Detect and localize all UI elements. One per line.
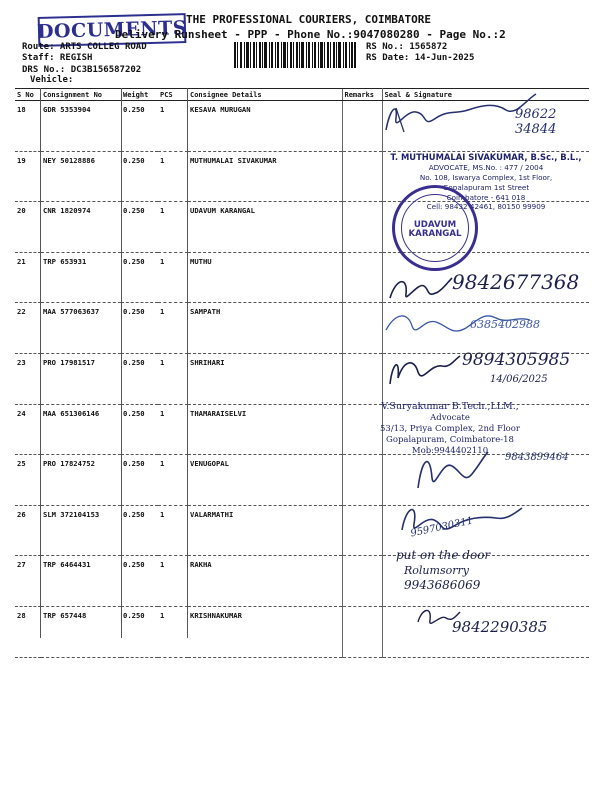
cell-consignment: GDR 5353904	[41, 101, 121, 152]
column-rule	[40, 88, 41, 638]
cell-pcs: 1	[158, 556, 188, 607]
col-consignment-header: Consignment No	[41, 89, 121, 101]
handwritten-phone: 9842677368	[452, 270, 580, 294]
cell-pcs: 1	[158, 353, 188, 404]
cell-sno: 27	[15, 556, 41, 607]
cell-sno: 23	[15, 353, 41, 404]
handwritten-note: Rolumsorry	[404, 564, 469, 577]
runsheet-subtitle: Delivery Runsheet - PPP - Phone No.:9047080280 - Page No.:2	[115, 28, 506, 41]
cell-consignee: MUTHUMALAI SIVAKUMAR	[188, 151, 342, 202]
handwritten-phone: 6385402988	[470, 318, 540, 331]
col-remarks-header: Remarks	[342, 89, 382, 101]
handwritten-phone: 9843899464	[505, 452, 569, 463]
cell-pcs: 1	[158, 606, 188, 657]
col-signature-header: Seal & Signature	[382, 89, 589, 101]
cell-consignment: MAA 577063637	[41, 303, 121, 354]
cell-remarks	[342, 151, 382, 202]
cell-weight: 0.250	[121, 151, 158, 202]
cell-pcs: 1	[158, 252, 188, 303]
column-rule	[187, 88, 188, 638]
cell-pcs: 1	[158, 505, 188, 556]
cell-consignee: THAMARAISELVI	[188, 404, 342, 455]
cell-pcs: 1	[158, 202, 188, 253]
cell-weight: 0.250	[121, 353, 158, 404]
cell-sno: 20	[15, 202, 41, 253]
signature-scribble	[386, 268, 456, 308]
advocate-stamp-2: V.Suryakumar B.Tech.,LLM., Advocate 53/13, Priya Complex, 2nd Floor Gopalapuram, Coimbatore-18 Mob:9944402110	[380, 401, 520, 457]
cell-sno: 19	[15, 151, 41, 202]
cell-weight: 0.250	[121, 404, 158, 455]
cell-consignee: SAMPATH	[188, 303, 342, 354]
cell-pcs: 1	[158, 404, 188, 455]
cell-remarks	[342, 404, 382, 455]
cell-remarks	[342, 455, 382, 506]
route-label: Route: ARTS COLLEG ROAD	[22, 42, 147, 52]
cell-consignment: TRP 653931	[41, 252, 121, 303]
cell-remarks	[342, 353, 382, 404]
handwritten-phone: 9894305985	[462, 350, 571, 370]
cell-consignee: MUTHU	[188, 252, 342, 303]
cell-sno: 28	[15, 606, 41, 657]
staff-label: Staff: REGISH	[22, 53, 93, 63]
cell-consignment: PRO 17824752	[41, 455, 121, 506]
documents-stamp: DOCUMENTS	[38, 13, 187, 47]
cell-pcs: 1	[158, 303, 188, 354]
handwritten-date: 14/06/2025	[490, 374, 548, 385]
round-seal: UDAVUM KARANGAL	[392, 185, 478, 271]
cell-sno: 21	[15, 252, 41, 303]
cell-remarks	[342, 505, 382, 556]
col-consignee-header: Consignee Details	[188, 89, 342, 101]
cell-weight: 0.250	[121, 252, 158, 303]
cell-consignee: VALARMATHI	[188, 505, 342, 556]
cell-weight: 0.250	[121, 606, 158, 657]
cell-sno: 22	[15, 303, 41, 354]
cell-consignment: TRP 6464431	[41, 556, 121, 607]
cell-pcs: 1	[158, 151, 188, 202]
cell-sno: 25	[15, 455, 41, 506]
rs-number: RS No.: 1565872	[366, 42, 448, 52]
cell-consignee: SHRIHARI	[188, 353, 342, 404]
cell-pcs: 1	[158, 455, 188, 506]
cell-remarks	[342, 202, 382, 253]
cell-consignee: KRISHNAKUMAR	[188, 606, 342, 657]
cell-consignee: UDAVUM KARANGAL	[188, 202, 342, 253]
cell-weight: 0.250	[121, 101, 158, 152]
cell-consignment: PRO 17981517	[41, 353, 121, 404]
cell-weight: 0.250	[121, 556, 158, 607]
cell-sno: 26	[15, 505, 41, 556]
company-title: THE PROFESSIONAL COURIERS, COIMBATORE	[186, 13, 432, 26]
cell-consignment: MAA 651306146	[41, 404, 121, 455]
cell-consignment: SLM 372104153	[41, 505, 121, 556]
handwritten-phone: 9842290385	[452, 618, 548, 636]
table-row	[15, 556, 589, 607]
cell-weight: 0.250	[121, 202, 158, 253]
col-pcs-header: PCS	[158, 89, 188, 101]
signature-scribble	[412, 448, 492, 498]
cell-consignee: VENUGOPAL	[188, 455, 342, 506]
vehicle-label: Vehicle:	[30, 75, 74, 85]
cell-remarks	[342, 556, 382, 607]
col-sno-header: S No	[15, 89, 41, 101]
cell-consignment: CNR 1820974	[41, 202, 121, 253]
rs-date: RS Date: 14-Jun-2025	[366, 53, 475, 63]
cell-sno: 24	[15, 404, 41, 455]
handwritten-phone: 9597030311	[409, 515, 475, 540]
cell-remarks	[342, 303, 382, 354]
column-rule	[121, 88, 122, 638]
cell-consignee: RAKHA	[188, 556, 342, 607]
cell-weight: 0.250	[121, 455, 158, 506]
drs-label: DRS No.: DC3B156587202	[22, 65, 142, 75]
cell-sno: 18	[15, 101, 41, 152]
barcode	[234, 42, 356, 68]
col-weight-header: Weight	[121, 89, 158, 101]
cell-remarks	[342, 606, 382, 657]
cell-consignee: KESAVA MURUGAN	[188, 101, 342, 152]
handwritten-note: put on the door	[396, 548, 491, 562]
cell-remarks	[342, 252, 382, 303]
cell-consignment: TRP 657448	[41, 606, 121, 657]
advocate-stamp-1: T. MUTHUMALAI SIVAKUMAR, B.Sc., B.L., ADVOCATE, MS.No. : 477 / 2004 No. 108, Iswarya Complex, 1st Floor, Gopalapuram 1st Street Coimbatore - 641 018 Cell: 98432 42461, 80150 99909	[390, 152, 582, 212]
cell-weight: 0.250	[121, 505, 158, 556]
cell-weight: 0.250	[121, 303, 158, 354]
cell-consignment: NEY 50128886	[41, 151, 121, 202]
handwritten-phone: 98622 34844	[515, 107, 557, 137]
handwritten-phone: 9943686069	[404, 578, 481, 592]
signature-scribble	[384, 350, 464, 392]
cell-pcs: 1	[158, 101, 188, 152]
